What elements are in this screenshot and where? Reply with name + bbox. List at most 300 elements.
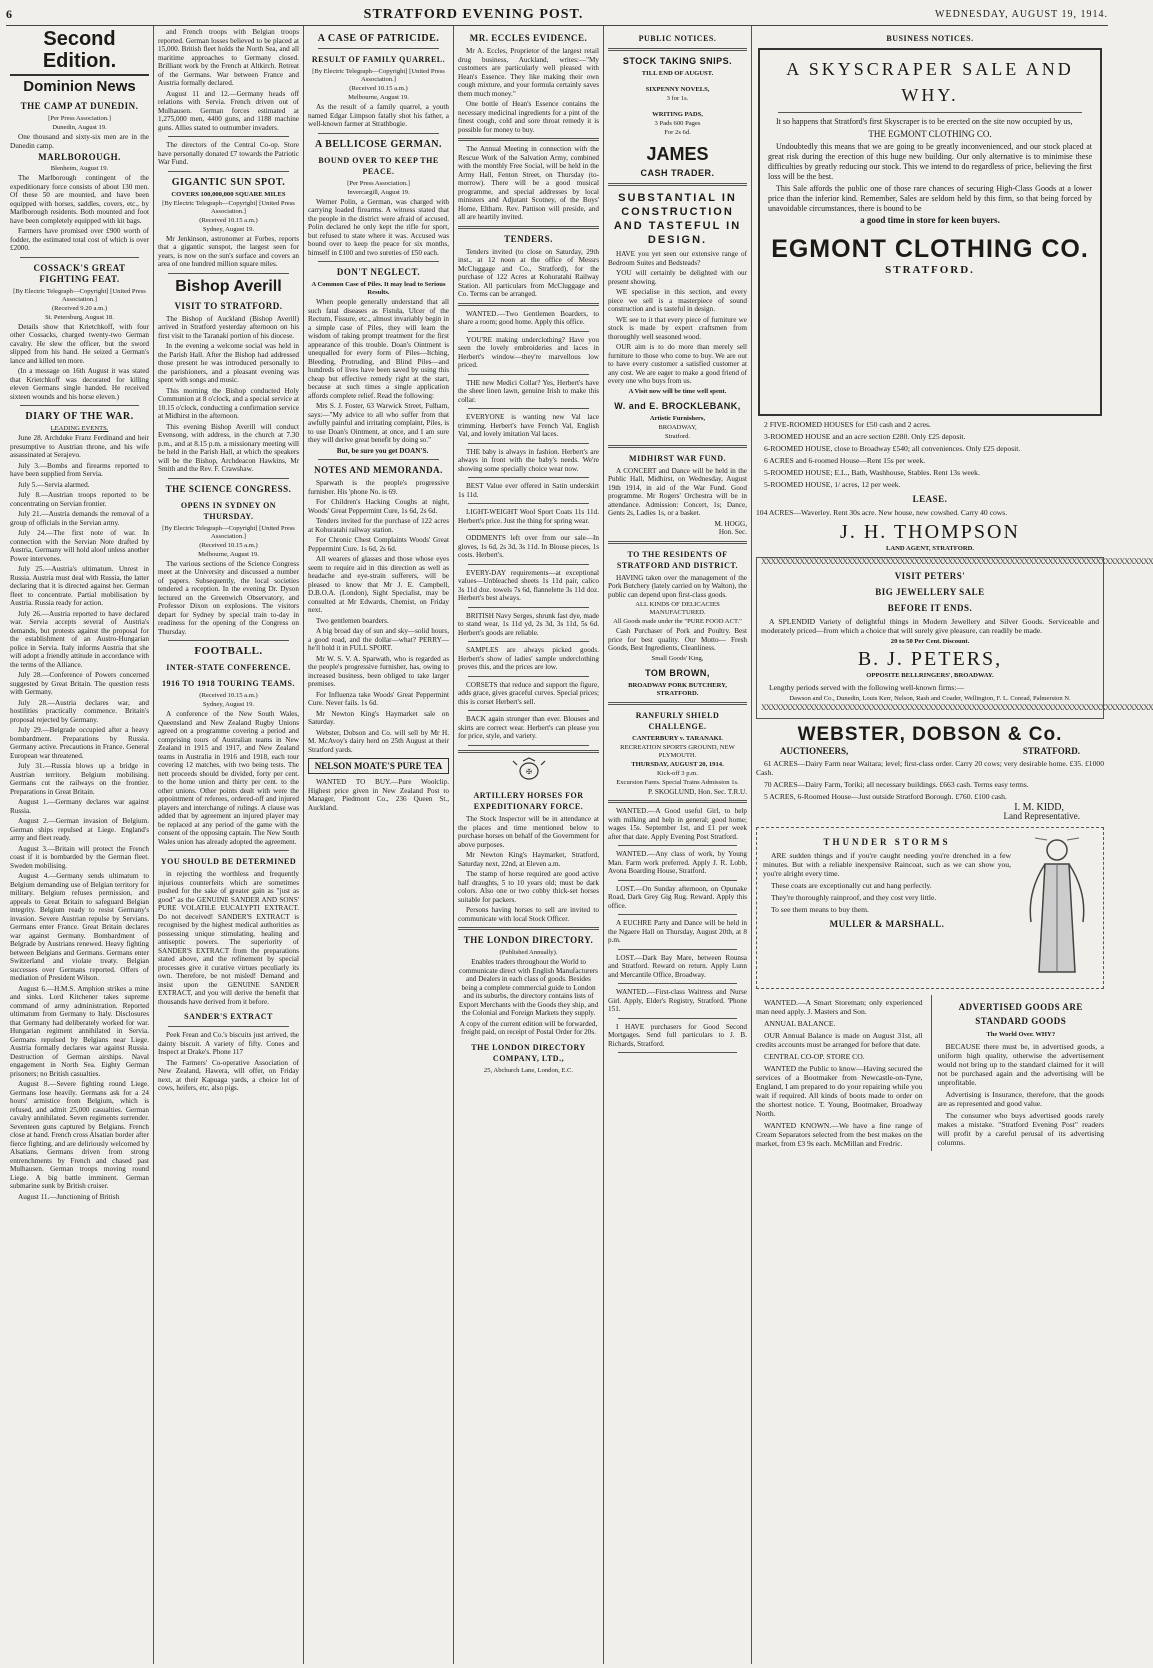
divider bbox=[608, 541, 747, 544]
divider bbox=[168, 1026, 289, 1027]
diary-list bbox=[10, 434, 149, 1201]
war-continued-text-2: August 11 and 12.—Germany heads off relations with Servia. French driven out of Mulhausen. German forces estimated at 1,275,000 men, 4400 guns, and 1188 machine guns. Allies stated to outnumber invaders. bbox=[158, 89, 299, 132]
camp-text: One thousand and sixty-six men are in the Dunedin camp. bbox=[10, 133, 149, 150]
patricide-dateline: Melbourne, August 19. bbox=[348, 94, 409, 101]
divider bbox=[168, 171, 289, 172]
classified-ad: ODDMENTS left over from our sale—In gloves, 1s 6d, 2s 3d, 3s 11d. In Blouse pieces, 1s costs. Herbert's. bbox=[458, 534, 599, 559]
shield-text-2: RECREATION SPORTS GROUND, NEW PLYMOUTH. bbox=[620, 743, 735, 759]
camp-dateline: Dunedin, August 19. bbox=[52, 124, 107, 131]
raincoat-illustration-icon bbox=[1017, 832, 1097, 985]
bellicose-text: Werner Polin, a German, was charged with carrying loaded firearms. A witness stated that the people in the district were afraid of accused. Polin declared he only kept the rifle for sport, but refused to state where it was. Accused was bound over to keep the peace for six months, himself in £100 and two sureties of £50 each. bbox=[308, 197, 449, 257]
divider bbox=[618, 949, 737, 950]
divider bbox=[468, 676, 589, 677]
war-fund-heading: MIDHIRST WAR FUND. bbox=[629, 453, 726, 463]
divider bbox=[458, 226, 599, 229]
webster-name: WEBSTER, DOBSON & Co. bbox=[797, 724, 1063, 745]
thunder-text-4: To see them means to buy them. bbox=[771, 904, 869, 914]
divider bbox=[468, 408, 589, 409]
peters-firms: Dawson and Co., Dunedin, Louis Kerr, Nelson, Rash and Coader, Wellington, F. L. Conrad, Palmerston N. bbox=[789, 695, 1071, 702]
classified-ad: BEST Value ever offered in Satin underskirt 1s 11d. bbox=[458, 482, 599, 499]
skyscraper-sale-ad bbox=[758, 48, 1102, 416]
notes-text-4: For Chronic Chest Complaints Woods' Great Peppermint Cure. 1s 6d, 2s 6d. bbox=[308, 536, 449, 553]
business-notice: CENTRAL CO-OP. STORE CO. bbox=[764, 1052, 865, 1061]
diary-entry: August 6.—H.M.S. Amphion strikes a mine and sinks. Lord Kitchener takes supreme command of army administration. Reported ultimatum from Germany to Italy. Disclosures that Germany had deliberately worked for war. Hungarian regiment annihilated in Servia. Germans repulsed by Belgians near Liege. Austria formally declares war against Russia. Destruction of German airships. Naval engagement in North Sea. Eighty German prisoners; no British casualties. bbox=[10, 984, 149, 1078]
peters-discount: 20 to 50 Per Cent. Discount. bbox=[890, 638, 970, 645]
neglect-heading: DON'T NEGLECT. bbox=[336, 267, 421, 277]
notes-heading: NOTES AND MEMORANDA. bbox=[314, 465, 443, 475]
bishop-subheading: VISIT TO STRATFORD. bbox=[174, 300, 283, 311]
bishop-text: The Bishop of Auckland (Bishop Averill) arrived in Stratford yesterday afternoon on his first visit to the Taranaki portion of his diocese. bbox=[158, 314, 299, 340]
thunder-text-2: These coats are exceptionally cut and hang perfectly. bbox=[771, 880, 932, 890]
notes-text-5: All wearers of glasses and those whose eyes seem to require aid in this direction as well as headache and eye-strain sufferers, will be pleased to know that Mr J. E. Campbell, D.B.O.A. (London), Sight Specialist, may be consulted at Mr Edwards, Chemist, on Friday next. bbox=[308, 555, 449, 614]
peters-name: B. J. PETERS, bbox=[857, 648, 1003, 670]
james-subheading: CASH TRADER. bbox=[640, 168, 715, 178]
science-assoc: [By Electric Telegraph—Copyright] [United Press Association.] bbox=[162, 524, 295, 540]
divider bbox=[20, 405, 139, 406]
cossack-heading: COSSACK'S GREAT FIGHTING FEAT. bbox=[33, 262, 126, 284]
column-3 bbox=[304, 26, 454, 1664]
artillery-heading: ARTILLERY HORSES FOR EXPEDITIONARY FORCE. bbox=[473, 791, 584, 811]
nelson-tea-name: NELSON MOATE'S PURE TEA bbox=[314, 761, 443, 771]
artillery-text-4: Persons having horses to sell are invited to communicate with local Stock Officer. bbox=[458, 906, 599, 923]
divider bbox=[168, 850, 289, 851]
classified-ad: BACK again stronger than ever. Blouses and skirts are correct wear. Herbert's can please you for price, style, and variety. bbox=[458, 715, 599, 740]
divider bbox=[458, 750, 599, 753]
furniture-text-3: WE specialise in this section, and every piece we sell is a masterpiece of sound construction and is tasteful in design. bbox=[608, 288, 747, 313]
sun-spot-heading: GIGANTIC SUN SPOT. bbox=[171, 176, 286, 188]
dominion-news-heading: Dominion News bbox=[23, 78, 136, 95]
cossack-dateline: St. Petersburg, August 18. bbox=[45, 313, 114, 321]
residents-text-3: All Goods made under the "PURE FOOD ACT." bbox=[613, 618, 742, 625]
advertised-subheading: The World Over. WHY? bbox=[986, 1031, 1056, 1038]
peters-subheading-2: BEFORE IT ENDS. bbox=[887, 603, 973, 613]
football-received: (Received 10.15 a.m.) bbox=[199, 692, 258, 699]
skyscraper-title: A SKYSCRAPER SALE AND WHY. bbox=[786, 59, 1074, 105]
tenders-heading: TENDERS. bbox=[504, 233, 553, 244]
peters-address: OPPOSITE BELLRINGERS', BROADWAY. bbox=[866, 672, 994, 679]
house-list bbox=[756, 420, 1104, 489]
svg-text:✠: ✠ bbox=[525, 767, 532, 776]
divider bbox=[168, 273, 289, 274]
sun-spot-text: Mr Jenkinson, astronomer at Forbes, reports that a gigantic sunspot, the largest seen for years, is now on the sun's surface and covers an area of one hundred million square miles. bbox=[158, 234, 299, 268]
nelson-tea-ad bbox=[308, 758, 449, 774]
advertised-text-3: The consumer who buys advertised goods rarely makes a mistake. "Stratford Evening Post" readers will profit by a careful perusal of its advertising columns. bbox=[937, 1111, 1104, 1147]
directory-subheading: (Published Annually). bbox=[499, 949, 558, 956]
sun-spot-dateline: Sydney, August 19. bbox=[202, 225, 255, 233]
cossack-text: Details show that Krietchkoff, with four other Cossacks, charged twenty-two German cavalry. He slew the officer, but the sword slipped from his hand. He seized a German's lance and killed ten more. bbox=[10, 322, 149, 365]
bishop-heading: Bishop Averill bbox=[175, 277, 282, 295]
divider bbox=[20, 257, 139, 258]
newspaper-title: STRATFORD EVENING POST. bbox=[363, 6, 584, 22]
divider bbox=[618, 880, 737, 881]
science-text: The various sections of the Science Congress meet at the University and discussed a number of papers. Subsequently, the local societies tendered a reception. In the evening Dr. Dyson lectured on the Greenwich Observatory, and Professor Dixon on explosions. The visitors depart for Sydney by special train to-day in readiness for the opening of the Congress on Thursday. bbox=[158, 559, 299, 636]
divider bbox=[318, 133, 439, 134]
advertised-text-2: Advertising is Insurance, therefore, that the goods are as represented and good value. bbox=[937, 1090, 1104, 1108]
cossack-received: (Received 9.20 a.m.) bbox=[51, 304, 108, 312]
war-fund-signature-2: Hon. Sec. bbox=[718, 528, 747, 536]
thunder-footer: MULLER & MARSHALL. bbox=[829, 918, 945, 929]
skyscraper-text: It so happens that Stratford's first Skyscraper is to be erected on the site now occupied by us, bbox=[776, 117, 1073, 126]
war-fund-text: A CONCERT and Dance will be held in the Public Hall, Midhirst, on Wednesday, August 19th 1914, in aid of the War Fund. Good programme. Mr Rogers' Orchestra will be in attendance. Admission: Concert, 1s; Dance, Gents 2s, Ladies 1s, or a basket. bbox=[608, 466, 747, 517]
diary-entry: July 21.—Austria demands the removal of a group of officials in the Servian army. bbox=[10, 510, 149, 527]
diary-entry: August 8.—Severe fighting round Liege. Germans lose heavily. Germans ask for a 24 hours' armistice from Belgium, which is refused, and admit 25,000 casualties. German cavalry annihilated. Seven regiments surrender. Seventeen guns captured by Belgians. French close at hand. French cross Alsatian border after fierce fighting, and are deliriously welcomed by Alsatians. Germans driven from strong entrenchments by French and chased past Mulhausen. German troops moving round Liege. A big battle imminent. German submarine sunk by British cruiser. bbox=[10, 1080, 149, 1190]
notes-text-11: Webster, Dobson and Co. will sell by Mr H. M. McAvoy's dairy herd on 25th August at their Stratford yards. bbox=[308, 728, 449, 754]
wanted-ad: LOST.—Dark Bay Mare, between Rounsa and Stratford. Reward on return. Apply Lunn and Mercantile Office, Broadway. bbox=[608, 953, 747, 979]
divider bbox=[318, 261, 439, 262]
second-edition-banner: Second Edition. bbox=[10, 28, 149, 76]
classified-ad: EVERYONE is wanting new Val lace trimming. Herbert's have French Val, English Val, and lovely imitation Val laces. bbox=[458, 413, 599, 438]
science-subheading: OPENS IN SYDNEY ON THURSDAY. bbox=[180, 500, 277, 521]
salvation-meeting-text: The Annual Meeting in connection with the Rescue Work of the Salvation Army, combined with the monthly Free Social, will be held in the Army Hall, Fenton Street, on Thursday (to-morrow). There will be a good musical programme, and special addresses by local ministers and Adjutant Scotney, of the Boys' Home, Eltham. Rev. Pattison will preside, and all are heartily invited. bbox=[458, 145, 599, 221]
shield-heading: RANFURLY SHIELD CHALLENGE. bbox=[635, 710, 720, 731]
snips-line-2: 3 for 1s. bbox=[666, 95, 689, 102]
egmont-name: EGMONT CLOTHING CO. bbox=[771, 235, 1089, 263]
bellicose-dateline: Invercargill, August 19. bbox=[347, 188, 410, 196]
classified-ad: CORSETS that reduce and support the figure, adds grace, gives graceful curves. Special prices; this is corset Herbert's sell. bbox=[458, 680, 599, 706]
diary-entry: July 29.—Belgrade occupied after a heavy bombardment. Preparations by Russia. Germany active. Precautions in France. General European war threatened. bbox=[10, 726, 149, 760]
brocklebank-sub: Artistic Furnishers, bbox=[649, 414, 706, 422]
divider bbox=[618, 1052, 737, 1053]
advertised-heading: ADVERTISED GOODS ARE STANDARD GOODS bbox=[958, 1002, 1083, 1026]
column-5 bbox=[604, 26, 752, 1664]
farmers-text: The Farmers' Co-operative Association of New Zealand, Hawera, will offer, on Friday next, at their Kapuaga yards, a choice lot of cows, heifers, etc, also pigs. bbox=[158, 1058, 299, 1092]
peters-text: A SPLENDID Variety of delightful things in Modern Jewellery and Silver Goods. Serviceable and moderately priced—from which a choice that will surely give pleasure, can readily be made. bbox=[761, 617, 1099, 635]
shield-signature: P. SKOGLUND, Hon. Sec. T.R.U. bbox=[648, 787, 747, 796]
skyscraper-text-3: This Sale affords the public one of those rare chances of securing High-Class Goods at a lower price than the inferior kind. Remember, Sales are seldom held by this firm, so that being forced by unavoidable circumstances, there is bound to be bbox=[768, 183, 1092, 213]
directory-text: Enables traders throughout the World to communicate direct with English Manufacturers and Dealers in each class of goods. Besides being a complete commercial guide to London and its suburbs, the directory contains lists of Export Merchants with the Goods they ship, and the Colonial and Foreign Markets they supply. bbox=[458, 958, 599, 1017]
kidd-name: I. M. KIDD, bbox=[1014, 801, 1064, 813]
columns bbox=[6, 26, 1153, 1664]
classified-ad: THE baby is always in fashion. Herbert's are always in front with the baby's needs. We're showing some specially choice wear now. bbox=[458, 447, 599, 473]
diary-entry: July 28.—Austria declares war, and hostilities practically commence. Britain's proposal rejected by Germany. bbox=[10, 698, 149, 724]
bishop-text-2: In the evening a welcome social was held in the Parish Hall. After the Bishop had addressed those present he was introduced personally to the parishioners, and a pleasant evening was spent with songs and music. bbox=[158, 342, 299, 384]
business-notice: WANTED the Public to know—Having secured the services of a Bootmaker from Newcastle-on-Tyne, England, I am prepared to do your repairing while you wait if required. All kinds of boots made to order on the shortest notice. T. Young, Bootmaker, Broadway North. bbox=[756, 1064, 923, 1118]
neglect-footer: But, be sure you get DOAN'S. bbox=[336, 446, 429, 455]
bellicose-heading: A BELLICOSE GERMAN. bbox=[314, 138, 443, 150]
patricide-subheading: RESULT OF FAMILY QUARREL. bbox=[311, 55, 446, 64]
divider bbox=[608, 445, 747, 448]
science-heading: THE SCIENCE CONGRESS. bbox=[165, 483, 292, 494]
diary-entry: July 25.—Austria's ultimatum. Unrest in Russia. Austria must deal with Russia, the latter declaring that it is directed against her. German fleet to concentrate. Partial mobilisation by Austria. Russia ready for action. bbox=[10, 565, 149, 607]
snips-heading: STOCK TAKING SNIPS. bbox=[622, 56, 733, 66]
tom-brown-name: TOM BROWN, bbox=[645, 667, 710, 678]
diary-entry: July 28.—Conference of Powers concerned suggested by Great Britain. The question rests with Germany. bbox=[10, 671, 149, 696]
divider bbox=[468, 745, 589, 746]
eccles-text-2: One bottle of Hean's Essence contains the necessary medicinal ingredients for a pint of the finest cough, cold and sore throat remedy it is possible for money to buy. bbox=[458, 100, 599, 134]
bottom-row bbox=[756, 995, 1104, 1151]
kidd-sub: Land Representative. bbox=[1003, 811, 1080, 821]
divider bbox=[168, 640, 289, 641]
business-notice: ANNUAL BALANCE. bbox=[764, 1019, 836, 1028]
lower-left-notices bbox=[756, 995, 923, 1151]
diary-entry: August 2.—German invasion of Belgium. German ships repulsed at Liege. England's army and fleet ready. bbox=[10, 817, 149, 842]
tenders-text: Tenders invited (to close on Saturday, 29th inst., at 12 noon at the office of Messrs McCluggage and Co., Stratford), for the purchase of 122 Acres at Kohuratahi Railway Station. All particulars from McCluggage and Co. Terms can be arranged. bbox=[458, 247, 599, 298]
advertised-goods-ad bbox=[931, 995, 1105, 1151]
diary-entry: July 5.—Servia alarmed. bbox=[18, 480, 90, 489]
furniture-text-4: WE see to it that every piece of furniture we stock is made by expert craftsmen from thoroughly well seasoned wood. bbox=[608, 315, 747, 341]
notes-text-3: Tenders invited for the purchase of 122 acres at Kohuratahi railway station. bbox=[308, 517, 449, 534]
thunder-storms-ad bbox=[756, 827, 1104, 990]
notes-text-9: For Influenza take Woods' Great Peppermint Cure. Never fails. 1s 6d. bbox=[308, 690, 449, 707]
artillery-text-3: The stamp of horse required are good active half draughts, 5 to 10 years old; must be dark colors. Also one or two cobby thick-set horses suitable for packers. bbox=[458, 870, 599, 904]
diary-subheading: LEADING EVENTS. bbox=[50, 425, 109, 432]
camp-assoc: [Per Press Association.] bbox=[48, 115, 111, 122]
directory-footer: THE LONDON DIRECTORY COMPANY, LTD., bbox=[471, 1042, 586, 1063]
webster-sub: AUCTIONEERS, bbox=[780, 746, 849, 756]
football-subheading-2: 1916 TO 1918 TOURING TEAMS. bbox=[161, 679, 295, 688]
directory-heading: THE LONDON DIRECTORY. bbox=[463, 935, 594, 945]
advertised-text: BECAUSE there must be, in advertised goods, a uniform high quality, otherwise the advertisement would not bring up to the standard claimed for it will not be purchased again and the advertising will be unprofitable. bbox=[937, 1042, 1104, 1087]
furniture-visit: A Visit now will be time well spent. bbox=[628, 387, 727, 395]
notes-text-6: Two gentlemen boarders. bbox=[316, 616, 389, 625]
sander-text: in rejecting the worthless and frequently injurious counterfeits which are sometimes pushed for the sake of greater gain as "just as good" as the GENUINE SANDER AND SONS' PURE VOLATILE EUCALYPTI EXTRACT. Do not deceived! SANDER'S EXTRACT is recognised by the highest medical authorities as possessing unique stimulating, healing and antiseptic powers. The superiority of SANDER'S EXTRACT from the preparations stated above, and the refinement by special processes give it curative virtues peculiarly its own. Therefore, be not misled! Demand and insist upon the GENUINE SANDER EXTRACT, and you will derive the benefit that thousands have derived from it before. bbox=[158, 870, 299, 1006]
divider bbox=[608, 702, 747, 705]
peters-jewellery-ad bbox=[756, 557, 1153, 719]
royal-crest-icon bbox=[458, 757, 599, 786]
diary-entry: July 24.—The first note of war. In connection with the Servian Note drafted by Austria, Germany will hold aloof unless another Power intervenes. bbox=[10, 529, 149, 563]
divider bbox=[618, 1018, 737, 1019]
page-number: 6 bbox=[6, 7, 12, 21]
patricide-text: As the result of a family quarrel, a youth named Edgar Limpson fatally shot his father, a well-known farmer at Strathbogie. bbox=[308, 103, 449, 128]
wanted-ad: A EUCHRE Party and Dance will be held in the Ngaere Hall on Thursday, August 20th, at 8 p.m. bbox=[608, 919, 747, 944]
patricide-assoc: [By Electric Telegraph—Copyright] [United Press Association.] bbox=[312, 68, 445, 83]
diary-heading: DIARY OF THE WAR. bbox=[25, 411, 134, 422]
neglect-text-2: Mrs S. J. Foster, 63 Warwick Street, Fulham, says:—"My advice to all who suffer from that awfully painful and irritating complaint, Piles, is to use Doan's Ointment, at once, and I am sure they will derive great benefit by doing so." bbox=[308, 402, 449, 444]
furniture-heading: SUBSTANTIAL IN CONSTRUCTION AND TASTEFUL IN DESIGN. bbox=[613, 192, 742, 246]
diary-entry: August 3.—Britain will protect the French coast if it is bombarded by the German fleet. Sweden mobilising. bbox=[10, 844, 149, 870]
sun-spot-subheading: COVERS 100,000,000 SQUARE MILES bbox=[171, 190, 286, 198]
shield-text-4: Kick-off 3 p.m. bbox=[657, 769, 698, 777]
bellicose-subheading: BOUND OVER TO KEEP THE PEACE. bbox=[318, 155, 439, 176]
thunder-heading: THUNDER STORMS bbox=[823, 836, 951, 847]
divider bbox=[618, 845, 737, 846]
lease-heading: LEASE. bbox=[912, 494, 948, 504]
divider bbox=[778, 112, 1082, 113]
divider bbox=[608, 183, 747, 186]
notes-text-8: Mr W. S. V. A. Sparwath, who is regarded as the people's progressive furnisher, has, owing to increased business, been obliged to take larger premises. bbox=[308, 654, 449, 688]
wanted-ad: WANTED.—First-class Waitress and Nurse Girl. Apply, Elder's Registry, Stratford. 'Phone 151. bbox=[608, 988, 747, 1013]
divider bbox=[608, 48, 747, 51]
farm-listing: 5 ACRES, 6-Roomed House—Just outside Stratford Borough. £760. £100 cash. bbox=[764, 791, 1007, 801]
skyscraper-text-4: a good time in store for keen buyers. bbox=[860, 214, 1000, 225]
divider bbox=[468, 374, 589, 375]
webster-town: STRATFORD. bbox=[1022, 746, 1080, 756]
thompson-name: J. H. THOMPSON bbox=[840, 521, 1020, 543]
furniture-text-2: YOU will certainly be delighted with our present showing. bbox=[608, 269, 747, 286]
furniture-text: HAVE you yet seen our extensive range of Bedroom Suites and Bedsteads? bbox=[608, 250, 747, 267]
brocklebank-name: W. and E. BROCKLEBANK, bbox=[614, 400, 741, 411]
divider bbox=[468, 443, 589, 444]
skyscraper-text-2: Undoubtedly this means that we are going to be greatly inconvenienced, and our stock placed at great risk during the erection of this huge new building. Our only alternative is to minimise these difficulties by greatly reducing our stock. This we intend to do regardless of price, believing the first loss will be the best. bbox=[768, 141, 1092, 181]
shield-text: CANTERBURY v. TARANAKI. bbox=[632, 734, 723, 742]
wanted-ad: LOST.—On Sunday afternoon, on Opunake Road, Dark Grey Gig Rug. Reward. Apply this office. bbox=[608, 884, 747, 910]
bellicose-assoc: [Per Press Association.] bbox=[347, 179, 410, 187]
lease-text: 104 ACRES—Waverley. Rent 30s acre. New house, new cowshed. Carry 40 cows. bbox=[756, 508, 1008, 517]
classified-ad: EVERY-DAY requirements—at exceptional values—Unbleached sheets 1s 11d pair, calico 3s 11d doz. towels 7s 6d, flannelette 3s 11d doz. Herbert's best always. bbox=[458, 568, 599, 602]
shield-text-5: Excursion Fares. Special Trains Admission 1s. bbox=[616, 778, 739, 786]
neglect-text: When people generally understand that all such fatal diseases as Fistula, Ulcer of the Rectum, Fissure, etc., almost invariably begin in a simple case of Piles, they will learn the wisdom of taking prompt treatment for the first appearance of this trouble. Doan's Ointment is unequalled for every form of Piles—Itching, Bleeding, Protruding, and Blind Piles—and hundreds of lives have been saved by using this cheap but effective remedy right at the start, because at such times a single application affords complete relief. Read the following: bbox=[308, 298, 449, 400]
snips-line-1: SIXPENNY NOVELS, bbox=[645, 86, 710, 93]
divider bbox=[468, 710, 589, 711]
diary-entry: July 8.—Austrian troops reported to be concentrating on Servian frontier. bbox=[10, 491, 149, 508]
brocklebank-place: BROADWAY, bbox=[658, 423, 697, 431]
classified-ad: THE new Medici Collar? Yes, Herbert's have the sheer linen lawn, genuine Irish to make this collar. bbox=[458, 378, 599, 404]
camp-heading: THE CAMP AT DUNEDIN. bbox=[20, 101, 139, 111]
residents-heading: TO THE RESIDENTS OF STRATFORD AND DISTRICT. bbox=[616, 549, 739, 570]
skyscraper-company: THE EGMONT CLOTHING CO. bbox=[868, 129, 992, 139]
classified-ads bbox=[458, 310, 599, 746]
classified-ad: WANTED.—Two Gentlemen Boarders, to share a room; good home. Apply this office. bbox=[458, 309, 599, 326]
residents-text: HAVING taken over the management of the Pork Butchery (lately carried on by Walton), the public can depend upon first-class goods. bbox=[608, 573, 747, 599]
webster-list bbox=[756, 759, 1104, 801]
column-6 bbox=[752, 26, 1153, 1664]
patricide-received: (Received 10.15 a.m.) bbox=[349, 85, 408, 92]
divider bbox=[618, 914, 737, 915]
snips-line-3: WRITING PADS, bbox=[652, 111, 703, 118]
cossack-text-2: (In a message on 16th August it was stated that Krietchkoff was decorated for killing eleven Germans single handed. He received sixteen wounds and his horse eleven.) bbox=[10, 367, 149, 401]
column-2 bbox=[154, 26, 304, 1664]
divider bbox=[318, 459, 439, 460]
bishop-text-4: This evening Bishop Averill will conduct Evensong, with address, in the church at 7.30 p.m., and at 8.15 p.m. a missionary meeting will be held in the Parish Hall, at which the speakers will be the Bishop, Archdeacon Hawkins, Mr Smith and the Rev. F. Crawshaw. bbox=[158, 422, 299, 473]
thunder-text-block bbox=[763, 832, 1011, 985]
bishop-text-3: This morning the Bishop conducted Holy Communion at 8 o'clock, and a special service at 10.15 o'clock, conducting a confirmation service at Midhirst in the afternoon. bbox=[158, 386, 299, 420]
house-listing: 3-ROOMED HOUSE and an acre section £280. Only £25 deposit. bbox=[764, 432, 966, 441]
divider bbox=[468, 564, 589, 565]
house-listing: 5-ROOMED HOUSE; E.L., Bath, Washhouse, Stables. Rent 13s week. bbox=[764, 468, 980, 477]
house-listing: 6 ACRES and 6-roomed House—Rent 15s per week. bbox=[764, 456, 926, 465]
divider bbox=[468, 641, 589, 642]
classified-ad: LIGHT-WEIGHT Wool Sport Coats 11s 11d. Herbert's price. Just the thing for spring wear. bbox=[458, 508, 599, 525]
column-4 bbox=[454, 26, 604, 1664]
sander-heading: YOU SHOULD BE DETERMINED bbox=[160, 857, 297, 866]
thunder-text-3: They're thoroughly rainproof, and they cost very little. bbox=[771, 892, 937, 902]
divider bbox=[468, 529, 589, 530]
wanted-ads bbox=[608, 807, 747, 1053]
snips-line-4: 3 Pads 600 Pages bbox=[654, 120, 701, 127]
divider bbox=[618, 983, 737, 984]
football-dateline: Sydney, August 19. bbox=[202, 701, 255, 708]
business-notice: OUR Annual Balance is made on August 31st, all credits accounts must be arranged for before that date. bbox=[756, 1031, 923, 1049]
farm-listing: 70 ACRES—Dairy Farm, Toriki; all necessary buildings. £663 cash. Terms easy terms. bbox=[764, 779, 1029, 789]
divider bbox=[468, 503, 589, 504]
james-name: JAMES bbox=[646, 144, 709, 164]
war-fund-signature: M. HOGG, bbox=[714, 519, 747, 528]
marlborough-dateline: Blenheim, August 19. bbox=[50, 165, 109, 172]
divider bbox=[168, 136, 289, 137]
football-heading: FOOTBALL. bbox=[194, 645, 263, 657]
artillery-text-2: Mr Newton King's Haymarket, Stratford, Saturday next, 22nd, at Eleven a.m. bbox=[458, 851, 599, 868]
eccles-text: Mr A. Eccles, Proprietor of the largest retail drug business, Auckland, writes:—"My customers are particularly well pleased with Hean's Essence. They like making their own cough mixture, and your formula certainly saves them much money." bbox=[458, 47, 599, 98]
biscuits-text: Peek Frean and Co.'s biscuits just arrived, the dainty biscuit. A variety of fifty. Cones and Inspect at Drake's. Phone 117 bbox=[158, 1031, 299, 1056]
border-pattern: XXXXXXXXXXXXXXXXXXXXXXXXXXXXXXXXXXXXXXXXXXXXXXXXXXXXXXXXXXXXXXXXXXXXXXXXXXXXXXXXXX bbox=[761, 557, 1153, 566]
residents-text-2: ALL KINDS OF DELICACIES MANUFACTURED. bbox=[635, 601, 720, 616]
wanted-ad: I HAVE purchasers for Good Second Mortgages. Send full particulars to J. B. Richards, Stratford. bbox=[608, 1022, 747, 1048]
wanted-woolclip-text: WANTED TO BUY.—Pure Woolclip. Highest price given in New Zealand Post to Manager, Piedmont Co., 236 Queen St., Auckland. bbox=[308, 778, 449, 812]
notes-text-2: For Children's Hacking Coughs at night, Woods' Great Peppermint Cure, 1s 6d, 2s 6d. bbox=[308, 498, 449, 515]
tom-brown-sub: BROADWAY PORK BUTCHERY, STRATFORD. bbox=[628, 681, 727, 697]
peters-heading: VISIT PETERS' bbox=[894, 571, 966, 581]
science-received: (Received 10.15 a.m.) bbox=[199, 541, 258, 549]
wanted-ad: WANTED.—Any class of work, by Young Man. Farm work preferred. Apply J. R. Lobb, Avona Boarding House, Stratford. bbox=[608, 850, 747, 875]
column-1 bbox=[6, 26, 154, 1664]
border-pattern: XXXXXXXXXXXXXXXXXXXXXXXXXXXXXXXXXXXXXXXXXXXXXXXXXXXXXXXXXXXXXXXXXXXXXXXXXXXXXXXXXX bbox=[761, 703, 1153, 712]
divider bbox=[168, 478, 289, 479]
sun-spot-assoc: [By Electric Telegraph—Copyright] [United Press Association.] bbox=[162, 199, 295, 215]
brocklebank-town: Stratford. bbox=[664, 432, 691, 440]
business-notice: WANTED.—A Smart Storeman; only experienced man need apply. J. Masters and Son. bbox=[756, 998, 923, 1016]
farm-listing: 61 ACRES—Dairy Farm near Waitara; level; first-class order. Carry 20 cows; very desirable home. £35. £1000 Cash. bbox=[756, 758, 1104, 777]
diary-entry: June 28. Archduke Franz Ferdinand and heir presumptive to Austrian throne, and his wife assassinated at Serajevo. bbox=[10, 434, 149, 459]
sander-footer: SANDER'S EXTRACT bbox=[184, 1012, 273, 1021]
directory-text-2: A copy of the current edition will be forwarded, freight paid, on receipt of Postal Order for 20s. bbox=[459, 1019, 598, 1036]
business-notices-heading: BUSINESS NOTICES. bbox=[886, 34, 974, 43]
notes-text-10: Mr Newton King's Haymarket sale on Saturday. bbox=[308, 709, 449, 726]
divider bbox=[458, 303, 599, 306]
artillery-text: The Stock Inspector will be in attendance at the places and time mentioned below to purchase horses on behalf of the Government for above purposes. bbox=[458, 815, 599, 849]
masthead bbox=[6, 4, 1108, 26]
thompson-sub: LAND AGENT, STRATFORD. bbox=[885, 545, 975, 552]
football-subheading: INTER-STATE CONFERENCE. bbox=[166, 663, 291, 672]
thunder-text: ARE sudden things and if you're caught needing you're drenched in a few minutes. But with a reliable inexpensive Raincoat, such as we can show you, you're alright every time. bbox=[763, 850, 1011, 878]
marlborough-text-2: Farmers have promised over £900 worth of fodder, the estimated total cost of which is over £2000. bbox=[10, 227, 149, 252]
residents-text-4: Cash Purchaser of Pork and Poultry. Best price for best quality. Our Motto— Fresh Goods, Best Ingredients, Cleanliness. bbox=[608, 627, 747, 652]
peters-text-2: Lengthy periods served with the following well-known firms:— bbox=[769, 683, 965, 692]
war-continued-text: and French troops with Belgian troops reported. German losses believed to be placed at 15,000. British fleet holds the North Sea, and all maritime approaches to Germany closed. Brilliant work by the French at Altkirch. Retreat of the Germans. War between France and Austria formally declared. bbox=[158, 28, 299, 87]
divider bbox=[468, 607, 589, 608]
webster-sub-row bbox=[756, 747, 1104, 756]
divider bbox=[318, 48, 439, 49]
classified-ad: SAMPLES are always picked goods. Herbert's show of ladies' sample underclothing proves this, and the prices are low. bbox=[458, 646, 599, 671]
egmont-town: STRATFORD. bbox=[885, 264, 975, 276]
divider bbox=[458, 138, 599, 141]
peters-subheading: BIG JEWELLERY SALE bbox=[875, 587, 985, 597]
divider bbox=[608, 800, 747, 803]
science-dateline: Melbourne, August 19. bbox=[198, 550, 259, 558]
issue-date: WEDNESDAY, AUGUST 19, 1914. bbox=[935, 9, 1108, 20]
house-listing: 2 FIVE-ROOMED HOUSES for £50 cash and 2 acres. bbox=[764, 420, 931, 429]
diary-entry: July 3.—Bombs and firearms reported to have been supplied from Servia. bbox=[10, 461, 149, 478]
neglect-subheading: A Common Case of Piles. It may lead to Serious Results. bbox=[311, 281, 446, 296]
football-text: A conference of the New South Wales, Queensland and New Zealand Rugby Unions agreed on a programme covering a period and comprising tours of Australian teams in New Zealand in 1915 and 1917, and New Zealand teams in Australia in 1916 and 1918, each tour covering 12 matches, with two being tests. The nett proceeds should be divided, forty per cent. to the home union and thirty per cent. to the other unions. Other points dealt with were the appointment of referees, ordered-off and injured players and interchange of rulings. A clause was added that by agreement an injured player may be replaced at any period of the game with the consent of the opposing captain. The New South Wales union has already adopted the agreement. bbox=[158, 710, 299, 846]
marlborough-text: The Marlborough contingent of the expeditionary force consists of about 130 men. Of these 50 are mounted, and have been equipped with horses, saddles, covers, etc., by Marlborough residents. Both mounted and foot have been completely equipped with kit bags. bbox=[10, 174, 149, 225]
business-notice: WANTED KNOWN.—We have a fine range of Cream Separators selected from the best makes on the market, from £3 9s each. McMillan and Fredric. bbox=[756, 1121, 923, 1148]
diary-entry: August 4.—Germany sends ultimatum to Belgium demanding use of Belgian territory for military. Belgium refuses permission, and appeals to Great Britain to safeguard Belgian integrity. Belgium ready to resist Germany's invasion. Severe Austrian repulse by Servians. Germans enter France. Great Britain declares war against Germany. Bombardment of Belgrade by Austrians renewed. Heavy fighting between Belgians and Germans. Germans enter Switzerland and violate treaty. Belgian successes over Germans reported. Offers of mediation of President Wilson. bbox=[10, 872, 149, 982]
snips-line-5: For 2s 6d. bbox=[664, 129, 691, 136]
divider bbox=[468, 331, 589, 332]
cossack-assoc: [By Electric Telegraph—Copyright] [United Press Association.] bbox=[13, 287, 146, 303]
divider bbox=[468, 477, 589, 478]
wanted-ad: WANTED.—A Good useful Girl, to help with milking and help in general; good home; wages 15s. September 1st, and £1 per week after that date. Apply Evening Post Stratford. bbox=[608, 807, 747, 841]
sun-spot-received: (Received 10.15 a.m.) bbox=[199, 216, 258, 224]
house-listing: 6-ROOMED HOUSE, close to Broadway £540; all conveniences. Only £25 deposit. bbox=[764, 444, 1021, 453]
diary-entry: July 31.—Russia blows up a bridge in Austrian territory. Belgium mobilising. Germans cut the railways on the frontier. Preparations in Great Britain. bbox=[10, 762, 149, 796]
classified-ad: YOU'RE making underclothing? Have you seen the lovely embroideries and laces in Herbert's window—they're marvellous low priced. bbox=[458, 335, 599, 369]
patricide-heading: A CASE OF PATRICIDE. bbox=[317, 33, 440, 44]
directory-address: 25, Abchurch Lane, London, E.C. bbox=[483, 1066, 574, 1074]
residents-text-5: Small Goods' King, bbox=[651, 654, 704, 662]
notes-text-7: A big broad day of sun and sky—solid hours, a good road, and the dollar—what? PERRY—he'll hold it in FULL SPORT. bbox=[308, 627, 449, 652]
shield-text-3: THURSDAY, AUGUST 20, 1914. bbox=[631, 760, 724, 768]
furniture-text-5: OUR aim is to do more than merely sell furniture to those who come to buy. We are out to have every customer a satisfied customer at any cost. We are eager to make a good friend of every one who buys from us. bbox=[608, 343, 747, 385]
diary-entry: July 26.—Austria reported to have declared war. Servia accepts several of Austria's demands, but protests against the proposal for the establishment of an Austro-Hungarian police in Servia. Italy informs Austria that she will adopt a friendly attitude in accordance with the terms of the Alliance. bbox=[10, 609, 149, 669]
divider bbox=[458, 927, 599, 930]
classified-ad: BRITISH Navy Serges, shrunk fast dye, made to stand wear, 1s 11d yd, 2s 3d, 3s 11d, 5s 6d. Herbert's goods are reliable. bbox=[458, 611, 599, 637]
notes-text: Sparwath is the people's progressive furnisher. His 'phone No. is 69. bbox=[308, 479, 449, 496]
marlborough-heading: MARLBOROUGH. bbox=[38, 152, 121, 162]
diary-entry: August 11.—Junctioning of British bbox=[18, 1192, 120, 1201]
diary-entry: August 1.—Germany declares war against Russia. bbox=[10, 798, 149, 815]
snips-subheading: TILL END OF AUGUST. bbox=[641, 70, 714, 77]
